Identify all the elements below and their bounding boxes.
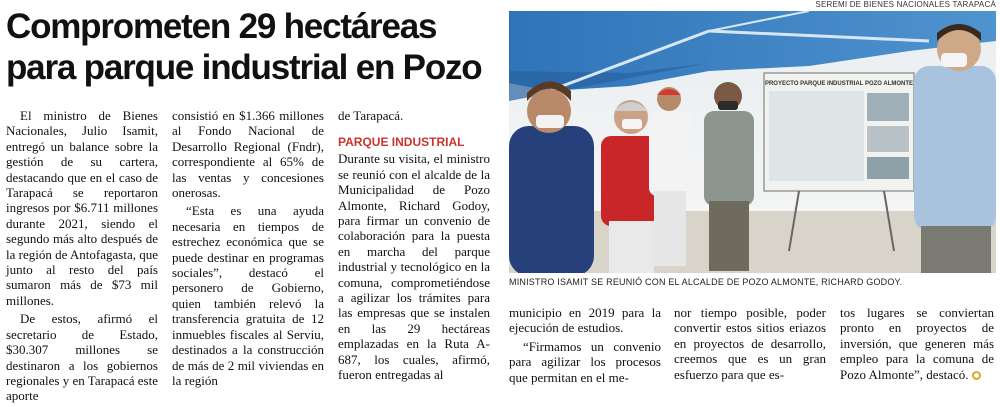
paragraph: “Esta es una ayuda necesaria en tiempos de estrechez económica que se puede destinar en programas sociales”, destacó el personero de Gobierno, quien también relevó la transferencia gratuita de 12 inmuebles fiscales al Serviu, destinados a la construcción de más de 2 mil viviendas en la región [172,203,324,388]
headline: Comprometen 29 hectáreas para parque industrial en Pozo [6,7,482,87]
article-column-4 [509,305,661,388]
article-column-6 [840,305,994,385]
paragraph: Durante su visita, el ministro se reunió con el alcalde de la Municipalidad de Pozo Almonte, Richard Godoy, para firmar un convenio de colaboración para la puesta en marcha del parque industrial y tecnológico en la comuna, comprometiéndose a agilizar los trámites para las empresas que se instalen en las 29 hectáreas emplazadas en la Ruta A-687, los cuales, afirmó, fueron entregadas al [338,151,490,383]
sign-title: PROYECTO PARQUE INDUSTRIAL POZO ALMONTE [764,81,914,87]
photo-illustration [509,11,996,273]
paragraph: “Firmamos un convenio para agilizar los procesos que permitan en el me- [509,338,661,385]
paragraph-text: tos lugares se conviertan pronto en proyectos de inversión, que generen más empleo para la comuna de Pozo Almonte”, destacó. [840,305,994,382]
photo-credit: SEREMI DE BIENES NACIONALES TARAPACÁ [815,0,996,9]
paragraph [840,305,994,382]
paragraph: municipio en 2019 para la ejecución de estudios. [509,305,661,336]
article-column-3 [338,108,490,386]
end-of-article-icon [972,371,981,380]
article-photo [509,11,996,273]
paragraph: El ministro de Bienes Nacionales, Julio Isamit, entregó un balance sobre la gestión de su cartera, destacando que en el caso de Tarapacá se reportaron ingresos por $6.711 millones durante 2021, siendo el segundo más alto después de la región de Antofagasta, que junto al resto del país sumaron más de $73 mil millones. [6,108,158,308]
paragraph: de Tarapacá. [338,108,404,123]
article-column-1 [6,108,158,407]
paragraph: nor tiempo posible, poder convertir estos sitios eriazos en proyectos de desarrollo, creemos que es un gran esfuerzo para que es- [674,305,826,382]
photo-caption: MINISTRO ISAMIT SE REUNIÓ CON EL ALCALDE DE POZO ALMONTE, RICHARD GODOY. [509,277,903,287]
subheading: PARQUE INDUSTRIAL [338,135,465,150]
article-column-5 [674,305,826,385]
paragraph: De estos, afirmó el secretario de Estado, $30.307 millones se destinaron a los gobiernos regionales y en Tarapacá este aporte [6,311,158,404]
paragraph: consistió en $1.366 millones al Fondo Nacional de Desarrollo Regional (Fndr), correspondiente al 65% de las ventas y concesiones onerosas. [172,108,324,201]
article-column-2 [172,108,324,391]
